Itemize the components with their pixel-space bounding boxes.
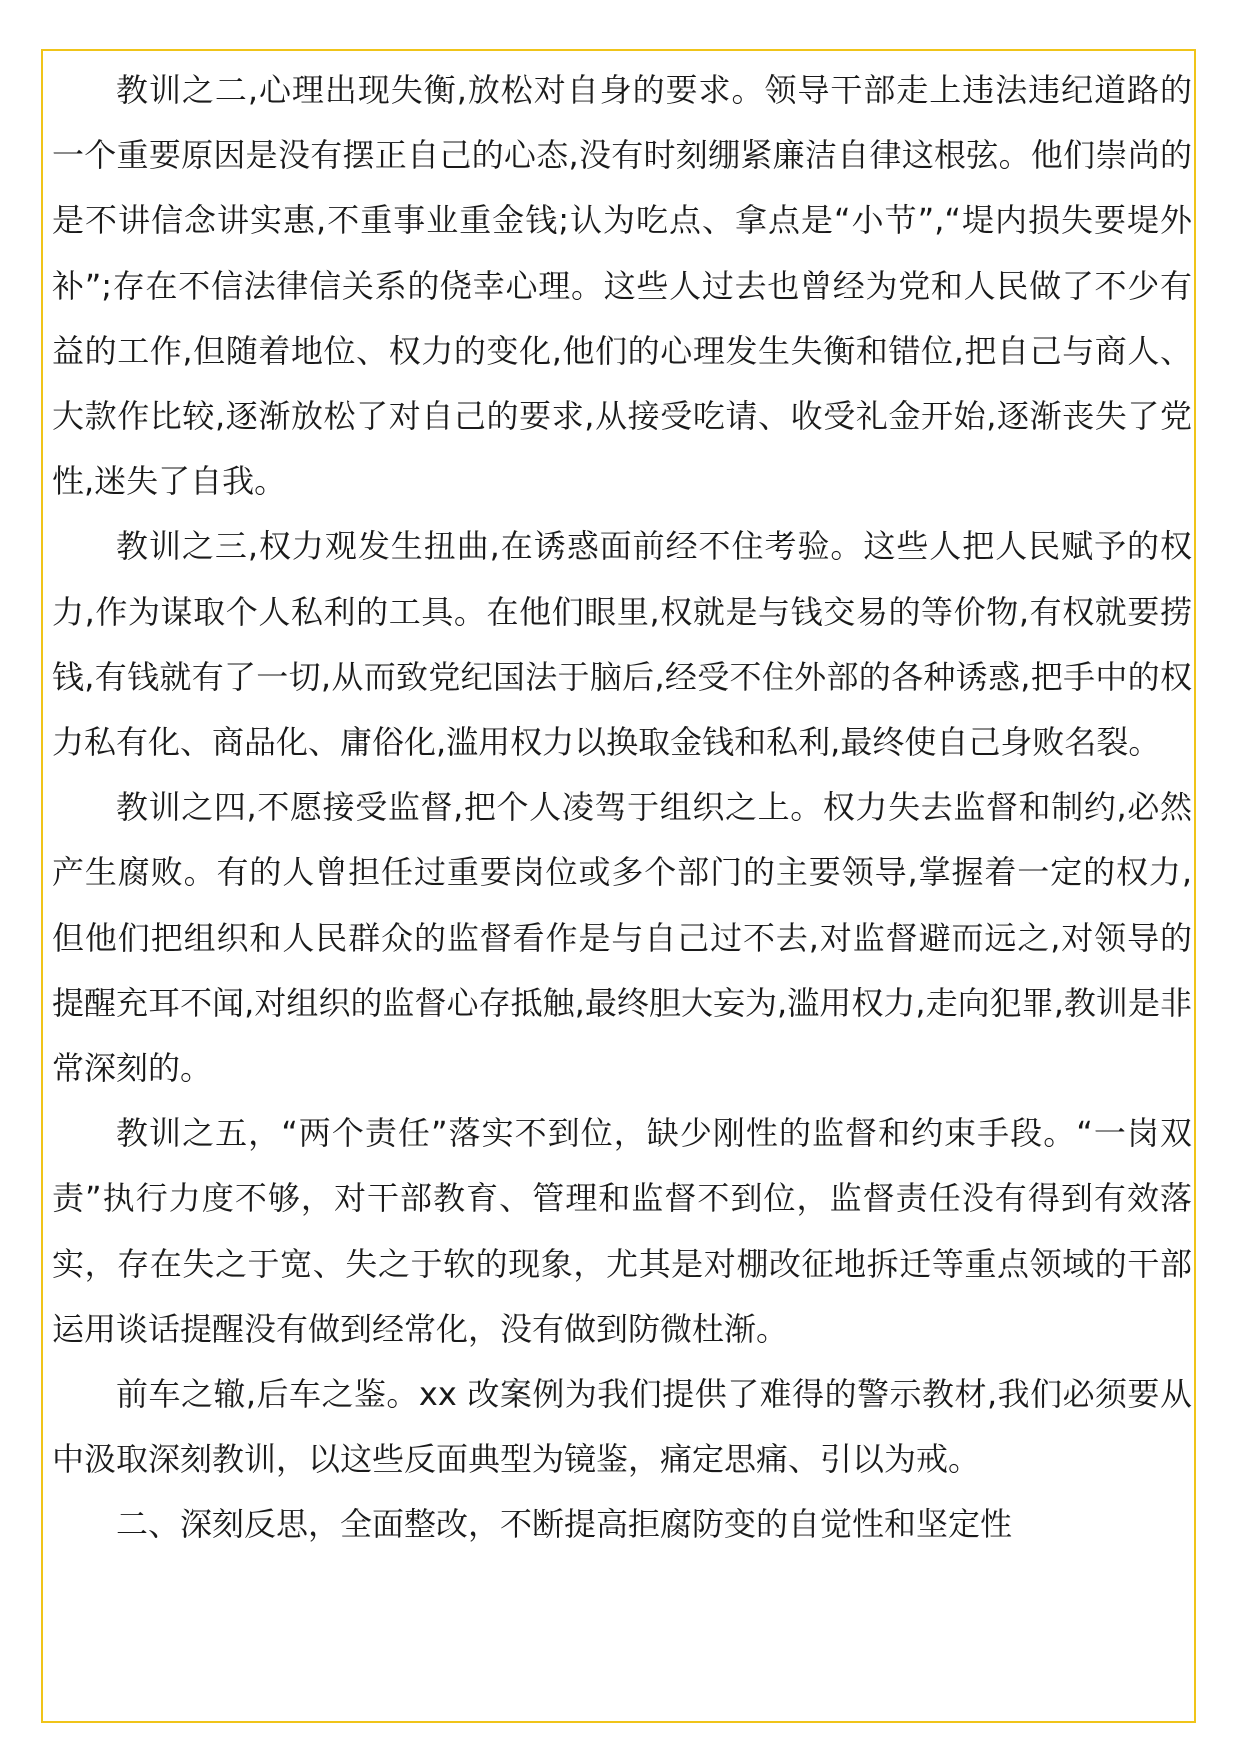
paragraph-lesson-5: 教训之五，“两个责任”落实不到位，缺少刚性的监督和约束手段。“一岗双责”执行力度不够，对干部教育、管理和监督不到位，监督责任没有得到有效落实，存在失之于宽、失之于软的现象，尤其是对棚改征地拆迁等重点领域的干部运用谈话提醒没有做到经常化，没有做到防微杜渐。: [52, 1114, 1192, 1348]
paragraph-lesson-4: 教训之四,不愿接受监督,把个人凌驾于组织之上。权力失去监督和制约,必然产生腐败。有的人曾担任过重要岗位或多个部门的主要领导,掌握着一定的权力,但他们把组织和人民群众的监督看作是与自己过不去,对监督避而远之,对领导的提醒充耳不闻,对组织的监督心存抵触,最终胆大妄为,滥用权力,走向犯罪,教训是非常深刻的。: [52, 788, 1192, 1088]
section-heading-two: 二、深刻反思，全面整改，不断提高拒腐防变的自觉性和坚定性: [116, 1505, 1013, 1544]
paragraph-lesson-2: 教训之二,心理出现失衡,放松对自身的要求。领导干部走上违法违纪道路的一个重要原因是没有摆正自己的心态,没有时刻绷紧廉洁自律这根弦。他们崇尚的是不讲信念讲实惠,不重事业重金钱;认为吃点、拿点是“小节”,“堤内损失要堤外补”;存在不信法律信关系的侥幸心理。这些人过去也曾经为党和人民做了不少有益的工作,但随着地位、权力的变化,他们的心理发生失衡和错位,把自己与商人、大款作比较,逐渐放松了对自己的要求,从接受吃请、收受礼金开始,逐渐丧失了党性,迷失了自我。: [52, 71, 1192, 501]
document-body: [52, 58, 1192, 1558]
paragraph-lesson-3: 教训之三,权力观发生扭曲,在诱惑面前经不住考验。这些人把人民赋予的权力,作为谋取个人私利的工具。在他们眼里,权就是与钱交易的等价物,有权就要捞钱,有钱就有了一切,从而致党纪国法于脑后,经受不住外部的各种诱惑,把手中的权力私有化、商品化、庸俗化,滥用权力以换取金钱和私利,最终使自己身败名裂。: [52, 527, 1192, 762]
paragraph-conclusion: 前车之辙,后车之鉴。xx 改案例为我们提供了难得的警示教材,我们必须要从中汲取深刻教训，以这些反面典型为镜鉴，痛定思痛、引以为戒。: [52, 1375, 1192, 1479]
